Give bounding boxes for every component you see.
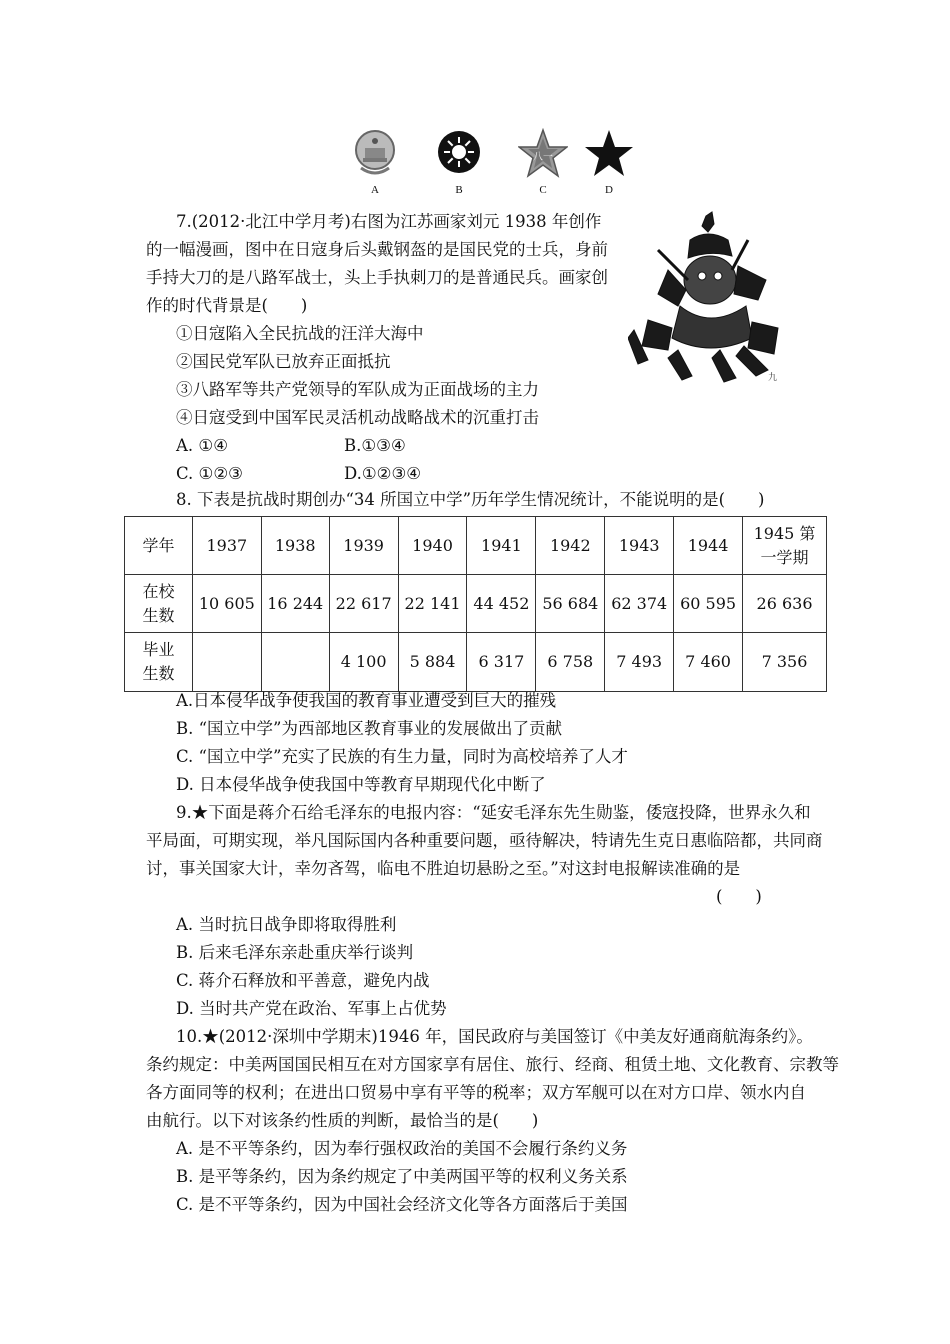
emblem-label: B: [455, 184, 463, 196]
q7-option-a: A. ①④: [176, 436, 228, 455]
emblem-label: A: [371, 184, 379, 196]
table-row-label: 毕业生数: [125, 633, 193, 692]
war-cartoon-illustration: [628, 210, 788, 385]
table-cell: 16 244: [261, 575, 329, 633]
table-cell: 22 617: [329, 575, 398, 633]
student-stats-table: [124, 516, 827, 692]
table-header-row: [125, 517, 827, 575]
table-row-label: 在校生数: [125, 575, 193, 633]
table-row: [125, 575, 827, 633]
table-cell: 1942: [536, 517, 605, 575]
q7-line-1: 7.(2012·北江中学月考)右图为江苏画家刘元 1938 年创作: [176, 212, 602, 231]
table-cell: 1945 第一学期: [743, 517, 827, 575]
table-cell: 1938: [261, 517, 329, 575]
table-cell: 学年: [125, 517, 193, 575]
emblem-a: [345, 128, 405, 196]
emblem-label: C: [539, 184, 547, 196]
table-cell: 1940: [398, 517, 467, 575]
q7-item-4: ④日寇受到中国军民灵活机动战略战术的沉重打击: [176, 408, 539, 427]
q9-option-a: A. 当时抗日战争即将取得胜利: [176, 915, 397, 934]
q9-line-2: 平局面，可期实现，举凡国际国内各种重要问题，亟待解决，特请先生克日惠临陪都，共同商: [146, 831, 823, 850]
army-star-icon: [518, 128, 568, 178]
q7-option-b: B.①③④: [344, 436, 406, 455]
table-cell: 7 493: [605, 633, 674, 692]
artist-mark: 九: [768, 373, 778, 383]
svg-text:八一: 八一: [533, 152, 553, 163]
emblem-row: [345, 128, 645, 208]
q8-option-a: A.日本侵华战争使我国的教育事业遭受到巨大的摧残: [176, 691, 557, 710]
q9-option-d: D. 当时共产党在政治、军事上占优势: [176, 999, 447, 1018]
q8-stem: 8. 下表是抗战时期创办“34 所国立中学”历年学生情况统计，不能说明的是( ): [176, 490, 765, 509]
q7-item-2: ②国民党军队已放弃正面抵抗: [176, 352, 391, 371]
national-emblem-icon: [353, 128, 397, 178]
q10-option-a: A. 是不平等条约，因为奉行强权政治的美国不会履行条约义务: [176, 1139, 628, 1158]
table-cell: 1941: [467, 517, 536, 575]
table-cell: [261, 633, 329, 692]
sun-emblem-icon: [436, 128, 482, 178]
emblem-label: D: [605, 184, 613, 196]
black-star-icon: [584, 128, 634, 178]
q10-line-1: 10.★(2012·深圳中学期末)1946 年，国民政府与美国签订《中美友好通商航海条约》。: [176, 1027, 813, 1046]
q10-option-c: C. 是不平等条约，因为中国社会经济文化等各方面落后于美国: [176, 1195, 628, 1214]
q9-line-1: 9.★下面是蒋介石给毛泽东的电报内容：“延安毛泽东先生勋鉴，倭寇投降，世界永久和: [176, 803, 811, 822]
emblem-d: [579, 128, 639, 196]
emblem-b: [429, 128, 489, 196]
table-cell: 62 374: [605, 575, 674, 633]
table-cell: 10 605: [192, 575, 261, 633]
q9-option-b: B. 后来毛泽东亲赴重庆举行谈判: [176, 943, 414, 962]
table-row: [125, 633, 827, 692]
table-cell: 1939: [329, 517, 398, 575]
table-cell: 1944: [674, 517, 743, 575]
q10-option-b: B. 是平等条约，因为条约规定了中美两国平等的权利义务关系: [176, 1167, 628, 1186]
table-cell: 6 317: [467, 633, 536, 692]
table-cell: 6 758: [536, 633, 605, 692]
emblem-c: [513, 128, 573, 196]
q10-line-2: 条约规定：中美两国国民相互在对方国家享有居住、旅行、经商、租赁土地、文化教育、宗教等: [146, 1055, 839, 1074]
table-cell: 56 684: [536, 575, 605, 633]
q7-line-2: 的一幅漫画，图中在日寇身后头戴钢盔的是国民党的士兵，身前: [146, 240, 608, 259]
q7-item-3: ③八路军等共产党领导的军队成为正面战场的主力: [176, 380, 539, 399]
table-cell: 1937: [192, 517, 261, 575]
q7-item-1: ①日寇陷入全民抗战的汪洋大海中: [176, 324, 424, 343]
q8-option-c: C. “国立中学”充实了民族的有生力量，同时为高校培养了人才: [176, 747, 628, 766]
q7-line-3: 手持大刀的是八路军战士，头上手执刺刀的是普通民兵。画家创: [146, 268, 608, 287]
table-cell: 7 356: [743, 633, 827, 692]
q9-answer-bracket: ( ): [716, 887, 762, 906]
q7-option-d: D.①②③④: [344, 464, 422, 483]
q10-line-3: 各方面同等的权利；在进出口贸易中享有平等的税率；双方军舰可以在对方口岸、领水内自: [146, 1083, 806, 1102]
q7-line-4: 作的时代背景是( ): [146, 296, 308, 315]
table-cell: 1943: [605, 517, 674, 575]
q9-line-3: 讨，事关国家大计，幸勿吝驾，临电不胜迫切悬盼之至。”对这封电报解读准确的是: [146, 859, 741, 878]
table-cell: [192, 633, 261, 692]
table-cell: 22 141: [398, 575, 467, 633]
table-cell: 44 452: [467, 575, 536, 633]
table-cell: 60 595: [674, 575, 743, 633]
table-cell: 7 460: [674, 633, 743, 692]
q10-line-4: 由航行。以下对该条约性质的判断，最恰当的是( ): [146, 1111, 539, 1130]
table-cell: 5 884: [398, 633, 467, 692]
q8-option-d: D. 日本侵华战争使我国中等教育早期现代化中断了: [176, 775, 546, 794]
q7-option-c: C. ①②③: [176, 464, 243, 483]
q9-option-c: C. 蒋介石释放和平善意，避免内战: [176, 971, 430, 990]
table-cell: 26 636: [743, 575, 827, 633]
q8-option-b: B. “国立中学”为西部地区教育事业的发展做出了贡献: [176, 719, 562, 738]
table-cell: 4 100: [329, 633, 398, 692]
